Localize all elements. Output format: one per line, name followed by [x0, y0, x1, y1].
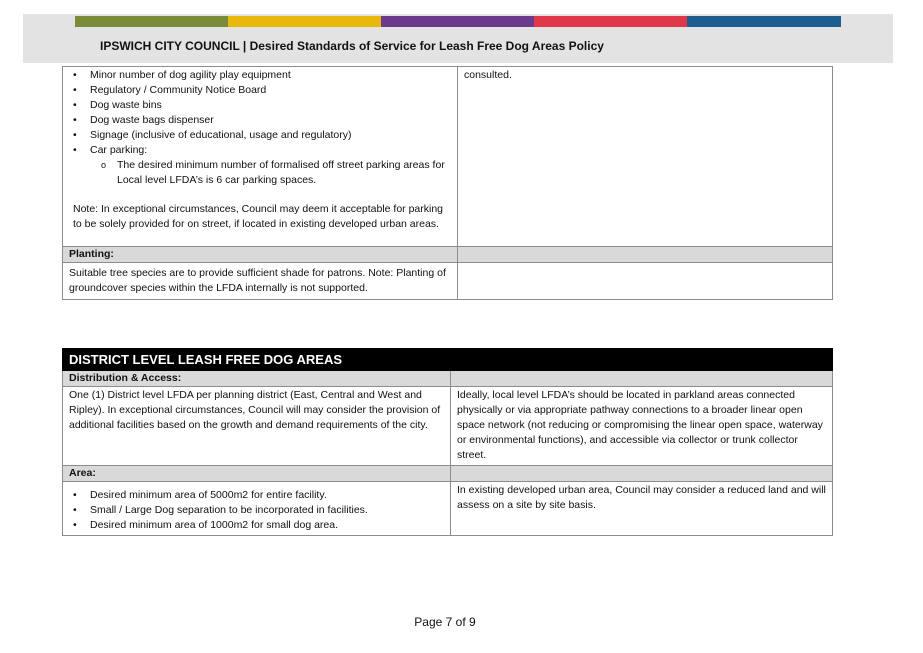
facilities-cell [63, 67, 458, 247]
list-item [69, 143, 452, 188]
table-row [63, 371, 833, 387]
planting-right-cell [458, 263, 833, 300]
header-stripe-red [534, 16, 687, 27]
area-cell [63, 482, 451, 536]
list-item: • Dog waste bins [69, 98, 452, 113]
table-row [63, 466, 833, 482]
car-parking-label: Car parking: [90, 144, 148, 156]
table-row [63, 482, 833, 536]
top-right-cell: consulted. [458, 67, 833, 247]
area-list [69, 488, 445, 533]
parking-note: Note: In exceptional circumstances, Council may deem it acceptable for parking to be solely provided for on street, if located in existing developed urban areas. [73, 203, 444, 230]
distribution-heading: Distribution & Access: [63, 371, 451, 387]
area-guidance: In existing developed urban area, Council may consider a reduced land and will assess on a site by site basis. [451, 482, 833, 536]
section-heading-empty [458, 247, 833, 263]
distribution-guidance: Ideally, local level LFDA’s should be located in parkland areas connected physically or via appropriate pathway connections to a broader linear open space network (not reducing or compromising the linear open space, waterway or environmental functions), and accessible via collector or trunk collector street. [451, 387, 833, 466]
header-stripe-yellow [228, 16, 381, 27]
list-item: • Dog waste bags dispenser [69, 113, 452, 128]
section-heading-empty [451, 466, 833, 482]
section-heading-empty [451, 371, 833, 387]
header-stripe-purple [381, 16, 534, 27]
table-row [63, 67, 833, 247]
list-item: • Small / Large Dog separation to be incorporated in facilities. [69, 503, 445, 518]
planting-heading: Planting: [63, 247, 458, 263]
page-number: Page 7 of 9 [414, 615, 476, 629]
table-row [63, 349, 833, 371]
facilities-list [69, 68, 452, 188]
list-item: • Desired minimum area of 5000m2 for entire facility. [69, 488, 445, 503]
list-item: • Desired minimum area of 1000m2 for small dog area. [69, 518, 445, 533]
area-heading: Area: [63, 466, 451, 482]
local-lfda-table [62, 66, 833, 300]
planting-text: Suitable tree species are to provide sufficient shade for patrons. Note: Planting of groundcover species within the LFDA internally is not supported. [63, 263, 458, 300]
table-row [63, 387, 833, 466]
header-stripe-blue [687, 16, 841, 27]
table-row [63, 263, 833, 300]
district-lfda-table [62, 348, 833, 536]
district-table-title: DISTRICT LEVEL LEASH FREE DOG AREAS [63, 349, 451, 371]
table-row [63, 247, 833, 263]
list-item: o The desired minimum number of formalised off street parking areas for Local level LFDA’s is 6 car parking spaces. [90, 158, 452, 188]
header-stripe-green [75, 16, 228, 27]
distribution-text: One (1) District level LFDA per planning district (East, Central and West and Ripley). In exceptional circumstances, Council will may consider the provision of additional facilities based on the growth and demand requirements of the city. [63, 387, 451, 466]
list-item: • Minor number of dog agility play equipment [69, 68, 452, 83]
page-header-title: IPSWICH CITY COUNCIL | Desired Standards of Service for Leash Free Dog Areas Policy [100, 39, 604, 53]
car-parking-sublist [90, 158, 452, 188]
list-item: • Signage (inclusive of educational, usage and regulatory) [69, 128, 452, 143]
list-item: • Regulatory / Community Notice Board [69, 83, 452, 98]
title-right-cell [451, 349, 833, 371]
